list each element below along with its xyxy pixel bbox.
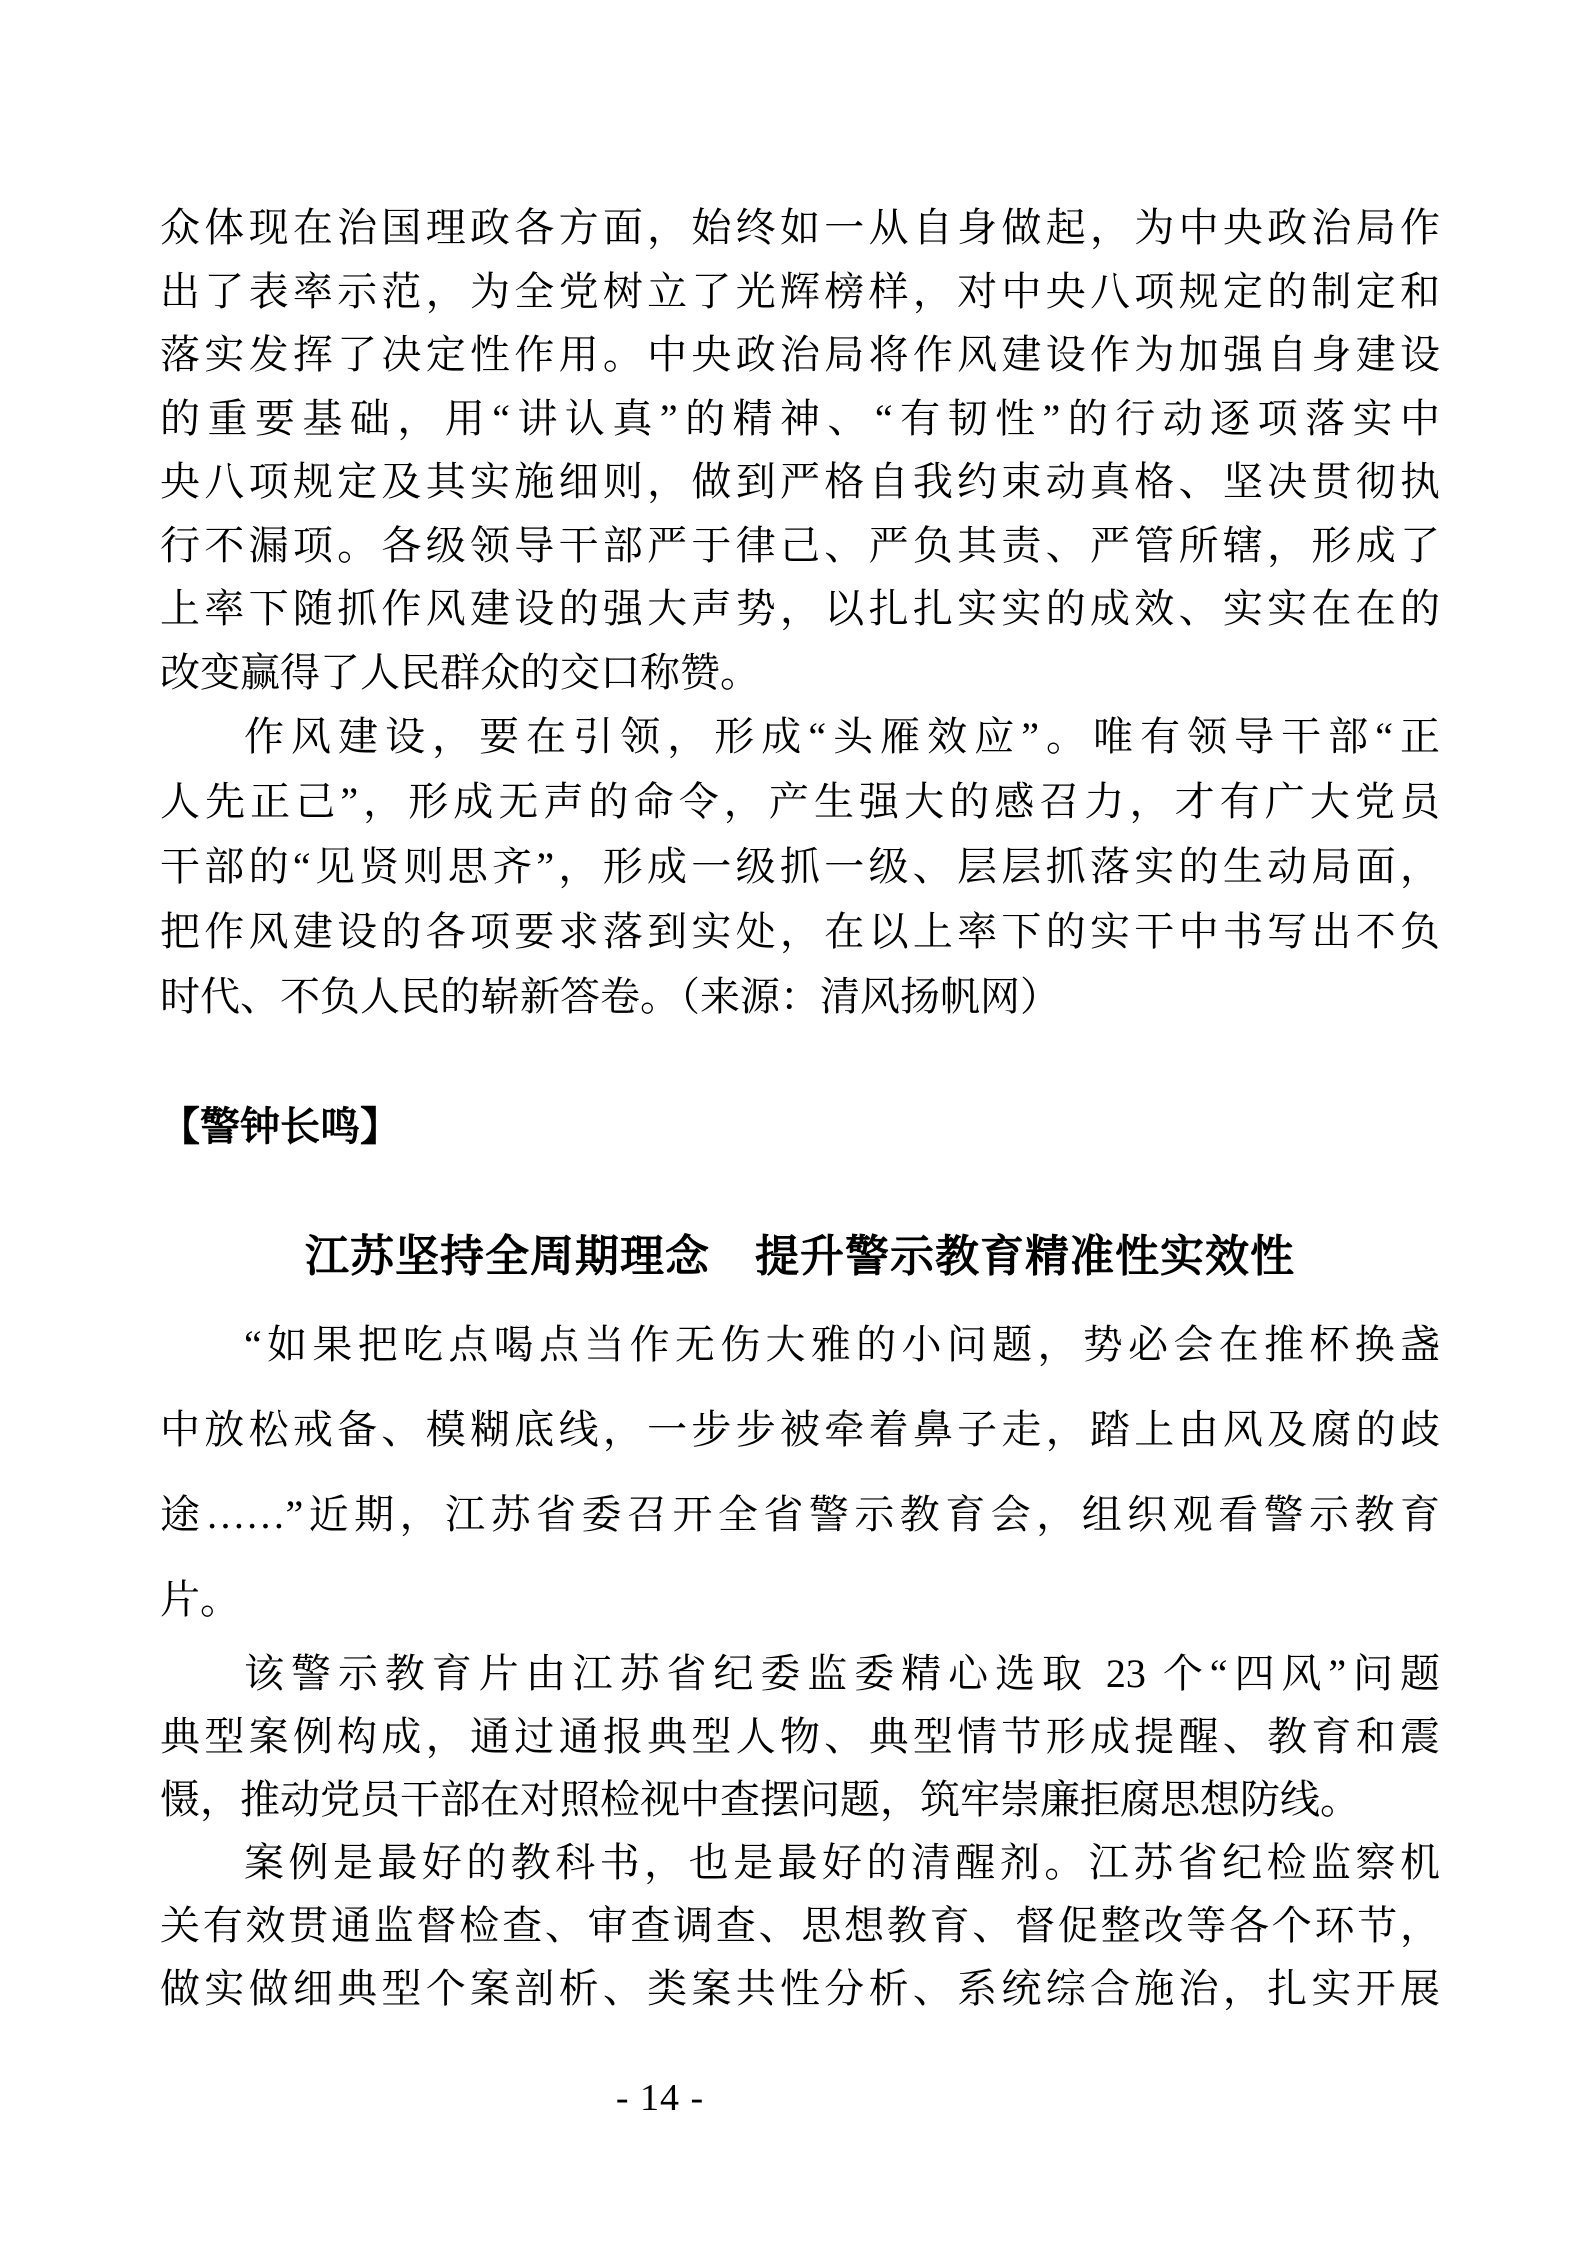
text-line: 把作风建设的各项要求落到实处，在以上率下的实干中书写出不负 xyxy=(160,909,1440,954)
text-line: 关有效贯通监督检查、审查调查、思想教育、督促整改等各个环节， xyxy=(160,1903,1440,1948)
text-line: 央八项规定及其实施细则，做到严格自我约束动真格、坚决贯彻执 xyxy=(160,459,1440,504)
text-line: 干部的“见贤则思齐”，形成一级抓一级、层层抓落实的生动局面， xyxy=(160,844,1440,889)
section-header-jingzhong-changming: 【警钟长鸣】 xyxy=(160,1104,400,1149)
text-line: 片。 xyxy=(160,1577,240,1622)
text-line: 案例是最好的教科书，也是最好的清醒剂。江苏省纪检监察机 xyxy=(244,1840,1440,1885)
paragraph-continuation xyxy=(160,196,1440,704)
text-line: 的重要基础，用“讲认真”的精神、“有韧性”的行动逐项落实中 xyxy=(160,395,1440,441)
text-line: 众体现在治国理政各方面，始终如一从自身做起，为中央政治局作 xyxy=(160,205,1440,250)
text-line: 该警示教育片由江苏省纪委监委精心选取 23 个“四风”问题 xyxy=(244,1651,1440,1696)
article-title: 江苏坚持全周期理念 提升警示教育精准性实效性 xyxy=(305,1232,1295,1281)
text-line: 时代、不负人民的崭新答卷。（来源：清风扬帆网） xyxy=(160,974,1060,1019)
text-line: 行不漏项。各级领导干部严于律己、严负其责、严管所辖，形成了 xyxy=(160,522,1440,568)
paragraph-education-film xyxy=(160,1642,1440,1831)
text-line: 作风建设，要在引领，形成“头雁效应”。唯有领导干部“正 xyxy=(244,714,1440,759)
text-line: “如果把吃点喝点当作无伤大雅的小问题，势必会在推杯换盏 xyxy=(244,1322,1440,1367)
text-line: 人先正己”，形成无声的命令，产生强大的感召力，才有广大党员 xyxy=(160,779,1440,824)
paragraph-quote-intro xyxy=(160,1302,1440,1642)
text-line: 典型案例构成，通过通报典型人物、典型情节形成提醒、教育和震 xyxy=(160,1714,1440,1759)
paragraph-case-textbook xyxy=(160,1831,1440,2020)
text-line: 出了表率示范，为全党树立了光辉榜样，对中央八项规定的制定和 xyxy=(160,268,1440,314)
text-line: 中放松戒备、模糊底线，一步步被牵着鼻子走，踏上由风及腐的歧 xyxy=(160,1407,1440,1452)
text-line: 改变赢得了人民群众的交口称赞。 xyxy=(160,649,760,695)
text-line: 慑，推动党员干部在对照检视中查摆问题，筑牢崇廉拒腐思想防线。 xyxy=(160,1777,1360,1822)
text-line: 做实做细典型个案剖析、类案共性分析、系统综合施治，扎实开展 xyxy=(160,1966,1440,2011)
paragraph-zuofeng-jianshe xyxy=(160,704,1440,1029)
text-line: 途……”近期，江苏省委召开全省警示教育会，组织观看警示教育 xyxy=(160,1492,1440,1537)
page-body xyxy=(160,196,1440,2020)
text-line: 落实发挥了决定性作用。中央政治局将作风建设作为加强自身建设 xyxy=(160,332,1440,377)
text-line: 上率下随抓作风建设的强大声势，以扎扎实实的成效、实实在在的 xyxy=(160,586,1440,631)
page-number: - 14 - xyxy=(615,2077,705,2119)
